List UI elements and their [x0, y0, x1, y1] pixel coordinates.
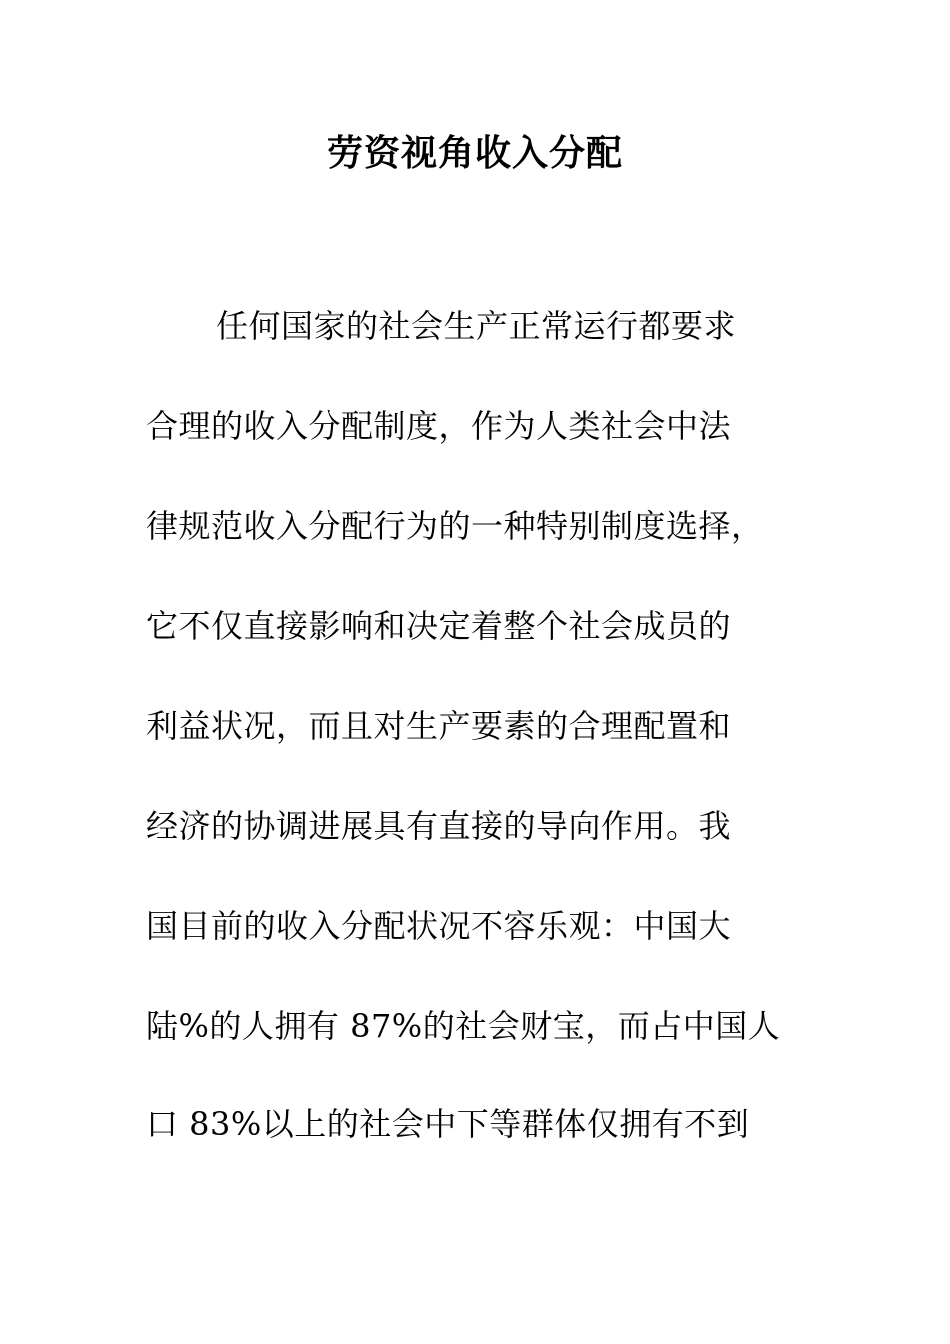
- paragraph-line-4: 它不仅直接影响和决定着整个社会成员的: [146, 607, 732, 645]
- paragraph-line-6: 经济的协调进展具有直接的导向作用。我: [146, 807, 732, 845]
- paragraph-line-9: 口 83%以上的社会中下等群体仅拥有不到: [146, 1105, 750, 1143]
- paragraph-line-8: 陆%的人拥有 87%的社会财宝，而占中国人: [146, 1007, 781, 1045]
- document-title: 劳资视角收入分配: [326, 132, 623, 174]
- paragraph-line-7: 国目前的收入分配状况不容乐观：中国大: [146, 907, 732, 945]
- paragraph-line-5: 利益状况，而且对生产要素的合理配置和: [146, 707, 732, 745]
- paragraph-line-2: 合理的收入分配制度，作为人类社会中法: [146, 407, 732, 445]
- paragraph-line-3: 律规范收入分配行为的一种特别制度选择，: [146, 507, 764, 545]
- paragraph-line-1: 任何国家的社会生产正常运行都要求: [216, 307, 737, 345]
